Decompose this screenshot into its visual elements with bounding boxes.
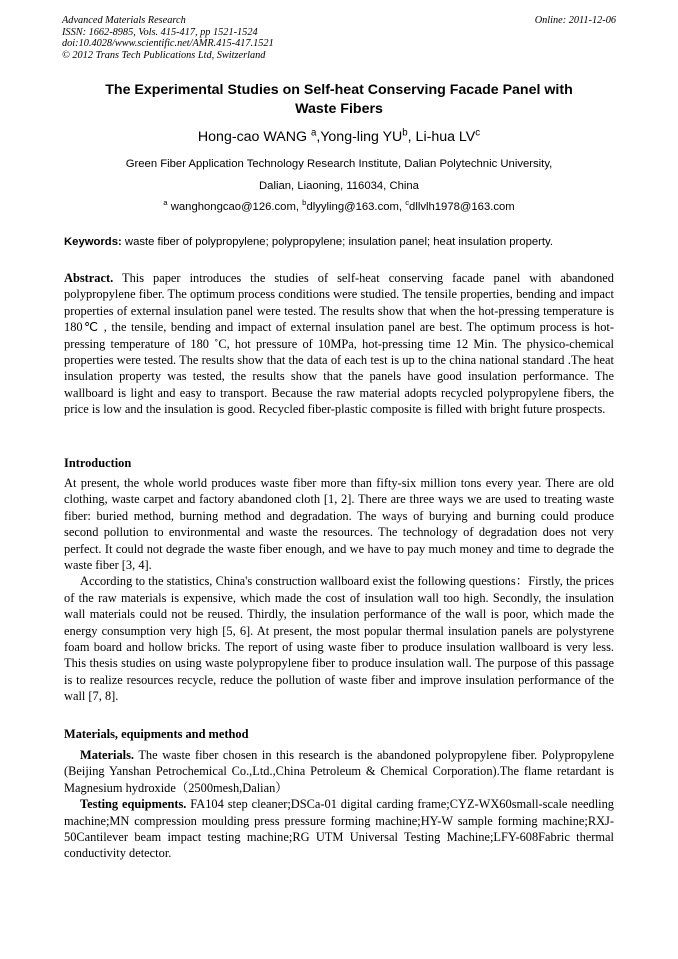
- email-a-mark: a: [163, 198, 168, 208]
- email-c: dllvlh1978@163.com: [409, 201, 515, 213]
- email-line: [60, 200, 618, 214]
- journal-name: Advanced Materials Research: [62, 15, 186, 26]
- affiliation-line-2: Dalian, Liaoning, 116034, China: [259, 180, 419, 192]
- affiliation-line-1: Green Fiber Application Technology Research Institute, Dalian Polytechnic University,: [125, 158, 553, 170]
- author-3-mark: c: [475, 127, 481, 139]
- keywords-text: waste fiber of polypropylene; polypropylene; insulation panel; heat insulation property.: [121, 236, 553, 248]
- title-line-1: The Experimental Studies on Self-heat Conserving Facade Panel with: [105, 82, 573, 98]
- introduction-heading: Introduction: [64, 456, 132, 470]
- issn-line: ISSN: 1662-8985, Vols. 415-417, pp 1521-1524: [62, 26, 258, 38]
- testing-equipments-text: FA104 step cleaner;DSCa-01 digital carding frame;CYZ-WX60small-scale needling machine;MN compression moulding press pressure forming machine;HY-W sample forming machine;RXJ-50Cantilever beam impact testing machine;RG UTM Universal Testing Machine;LFY-608Fabric thermal conductivity detector.: [64, 797, 614, 861]
- email-c-mark: c: [405, 198, 410, 208]
- email-a: wanghongcao@126.com,: [167, 201, 303, 213]
- abstract-text: This paper introduces the studies of self-heat conserving facade panel with abandoned polypropylene fiber. The optimum process conditions were studied. The tensile properties, bending and impact properties of external insulation panel were tested. The results show that when the hot-pressing temperature is 180℃ , the tensile, bending and impact of external insulation panel are best. The optimum process is hot-pressing temperature of 180 ˚C, hot pressure of 10MPa, hot-pressing time 12 Min. The physico-chemical properties were tested. The results show that the data of each test is up to the china national standard .The heat insulation property was tested, the results show that the panels have good insulation performance. The wallboard is light and easy to transport. Because the raw material adopts recycled polypropylene fibers, the price is low and the insulation is good. Recycled fiber-plastic composite is filled with bright future prospects.: [64, 271, 614, 417]
- materials-paragraph: [64, 747, 614, 796]
- introduction-body: [64, 475, 614, 705]
- paper-title: [60, 81, 618, 119]
- materials-body: [64, 747, 614, 862]
- materials-label: Materials.: [80, 748, 135, 762]
- introduction-paragraph-1: At present, the whole world produces waste fiber more than fifty-six million tons every year. There are old clothing, waste carpet and factory abandoned cloth [1, 2]. There are three ways we are used to treating waste fiber: buried method, burning method and degradation. The ways of burying and burning could produce second pollution to environmental and waste the resources. The technology of degradation does not very perfect. It could not degrade the waste fiber enough, and we have to pay much money and time to degrade the waste fiber [3, 4].: [64, 476, 614, 573]
- introduction-paragraph-2: According to the statistics, China's construction wallboard exist the following questions：Firstly, the prices of the raw materials is expensive, which made the cost of insulation wall too high. Secondly, the insulation wall materials could not be reused. Thirdly, the insulation performance of the wall is poor, which made the energy consumption very high [5, 6]. At present, the most popular thermal insulation panels are polystyrene foam board and hollow bricks. The report of using waste fiber to produce insulation wallboard is very less. This thesis studies on using waste polypropylene fiber to produce insulation wall. The purpose of this passage is to realize resources recycle, reduce the pollution of waste fiber and improve insulation performance of the wall [7, 8].: [64, 574, 614, 704]
- email-b: dlyyling@163.com,: [306, 201, 406, 213]
- journal-header: [62, 15, 616, 61]
- abstract-label: Abstract.: [64, 271, 114, 285]
- author-list: [60, 128, 618, 146]
- abstract-paragraph: [64, 270, 614, 418]
- email-b-mark: b: [302, 198, 307, 208]
- author-1-mark: a: [310, 127, 317, 139]
- doi-line: doi:10.4028/www.scientific.net/AMR.415-417.1521: [62, 38, 274, 50]
- testing-equipments-label: Testing equipments.: [80, 797, 187, 812]
- materials-text: The waste fiber chosen in this research is the abandoned polypropylene fiber. Polypropylene (Beijing Yanshan Petrochemical Co.,Ltd.,China Petroleum & Chemical Corporation).The flame retardant is Magnesium hydroxide（2500mesh,Dalian）: [64, 748, 614, 795]
- testing-equipments-paragraph: [64, 796, 614, 862]
- materials-heading: Materials, equipments and method: [64, 727, 249, 741]
- author-2-mark: b: [402, 127, 408, 139]
- author-1: Hong-cao WANG: [197, 129, 311, 145]
- title-line-2: Waste Fibers: [295, 101, 383, 117]
- copyright-line: © 2012 Trans Tech Publications Ltd, Switzerland: [62, 49, 266, 61]
- online-date: Online: 2011-12-06: [534, 15, 616, 26]
- author-2: ,Yong-ling YU: [316, 129, 403, 145]
- abstract: [64, 270, 614, 418]
- keywords-label: Keywords:: [64, 236, 122, 248]
- author-3: , Li-hua LV: [407, 129, 476, 145]
- keywords: [64, 235, 616, 249]
